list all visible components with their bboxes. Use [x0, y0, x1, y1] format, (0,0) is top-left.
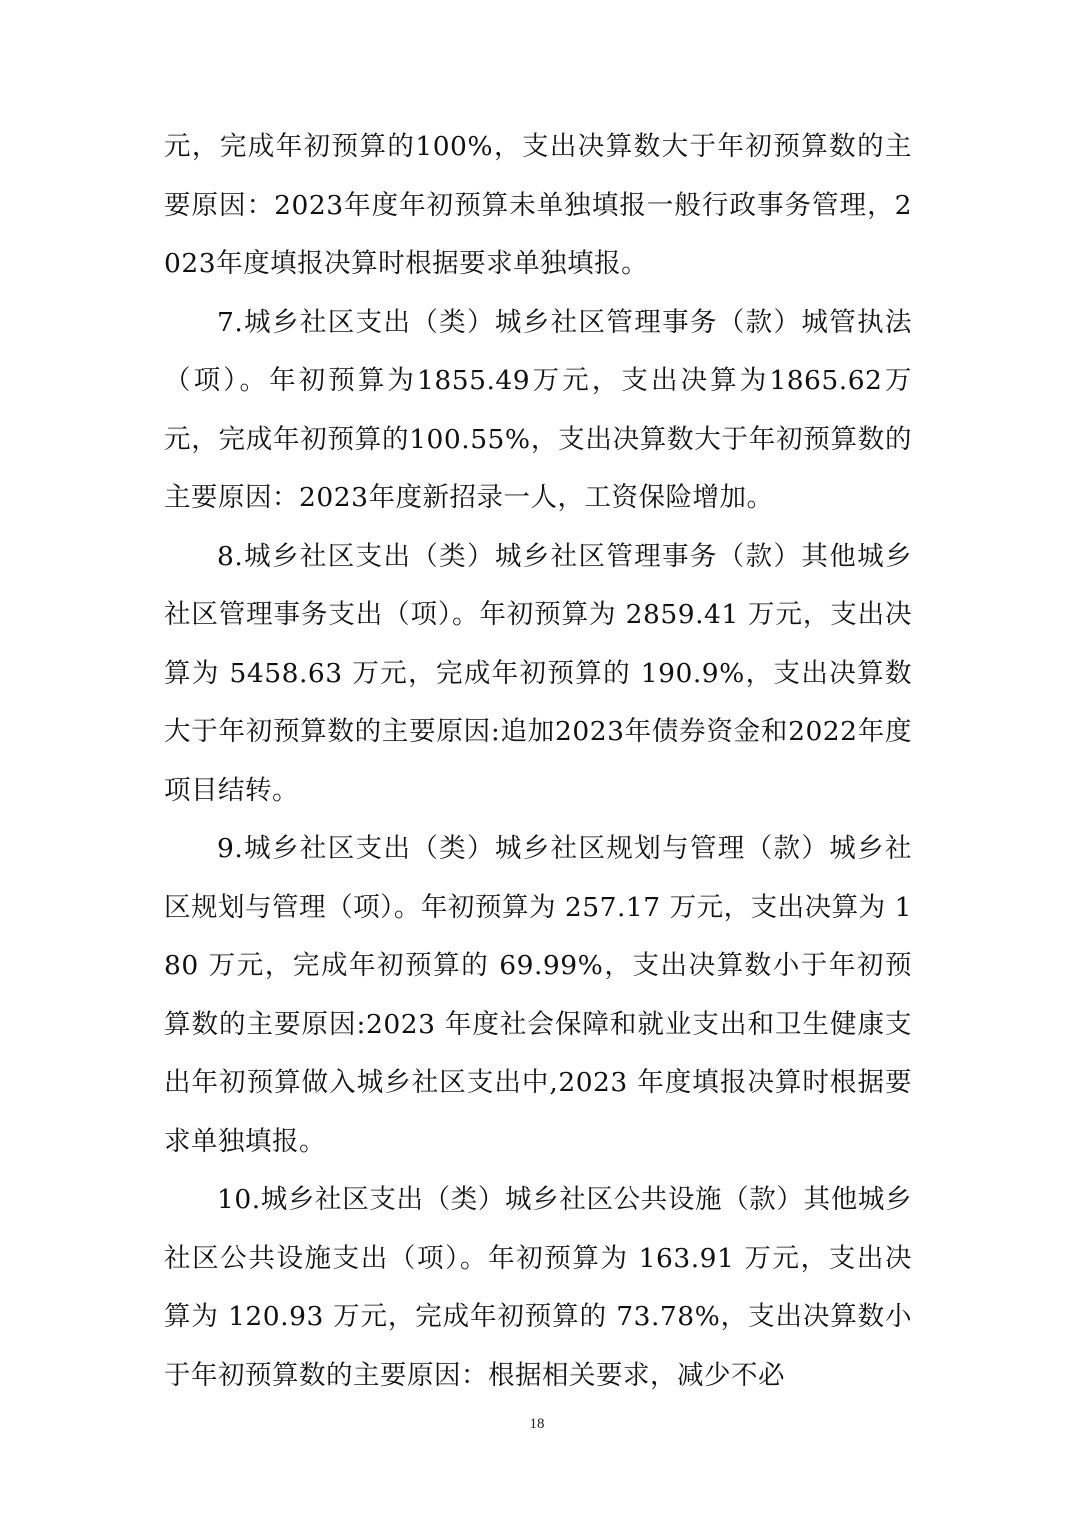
paragraph-item-10: 10.城乡社区支出（类）城乡社区公共设施（款）其他城乡社区公共设施支出（项）。年初预算为 163.91 万元，支出决算为 120.93 万元，完成年初预算的 73.78%，支出决算数小于年初预算数的主要原因：根据相关要求，减少不必 [164, 1184, 912, 1391]
page-number: 18 [529, 1416, 545, 1432]
paragraph-item-8: 8.城乡社区支出（类）城乡社区管理事务（款）其他城乡社区管理事务支出（项）。年初预算为 2859.41 万元，支出决算为 5458.63 万元，完成年初预算的 190.9%，支出决算数大于年初预算数的主要原因:追加2023年债券资金和2022年度项目结转。 [164, 540, 912, 806]
paragraph-item-9: 9.城乡社区支出（类）城乡社区规划与管理（款）城乡社区规划与管理（项）。年初预算为 257.17 万元，支出决算为 180 万元，完成年初预算的 69.99%，支出决算数小于年初预算数的主要原因:2023 年度社会保障和就业支出和卫生健康支出年初预算做入城乡社区支出中,2023 年度填报决算时根据要求单独填报。 [164, 833, 912, 1157]
document-body [164, 118, 912, 1405]
paragraph-continuation: 元，完成年初预算的100%，支出决算数大于年初预算数的主要原因：2023年度年初预算未单独填报一般行政事务管理，2023年度填报决算时根据要求单独填报。 [164, 131, 912, 279]
paragraph-item-7: 7.城乡社区支出（类）城乡社区管理事务（款）城管执法（项）。年初预算为1855.49万元，支出决算为1865.62万元，完成年初预算的100.55%，支出决算数大于年初预算数的主要原因：2023年度新招录一人，工资保险增加。 [164, 306, 912, 513]
